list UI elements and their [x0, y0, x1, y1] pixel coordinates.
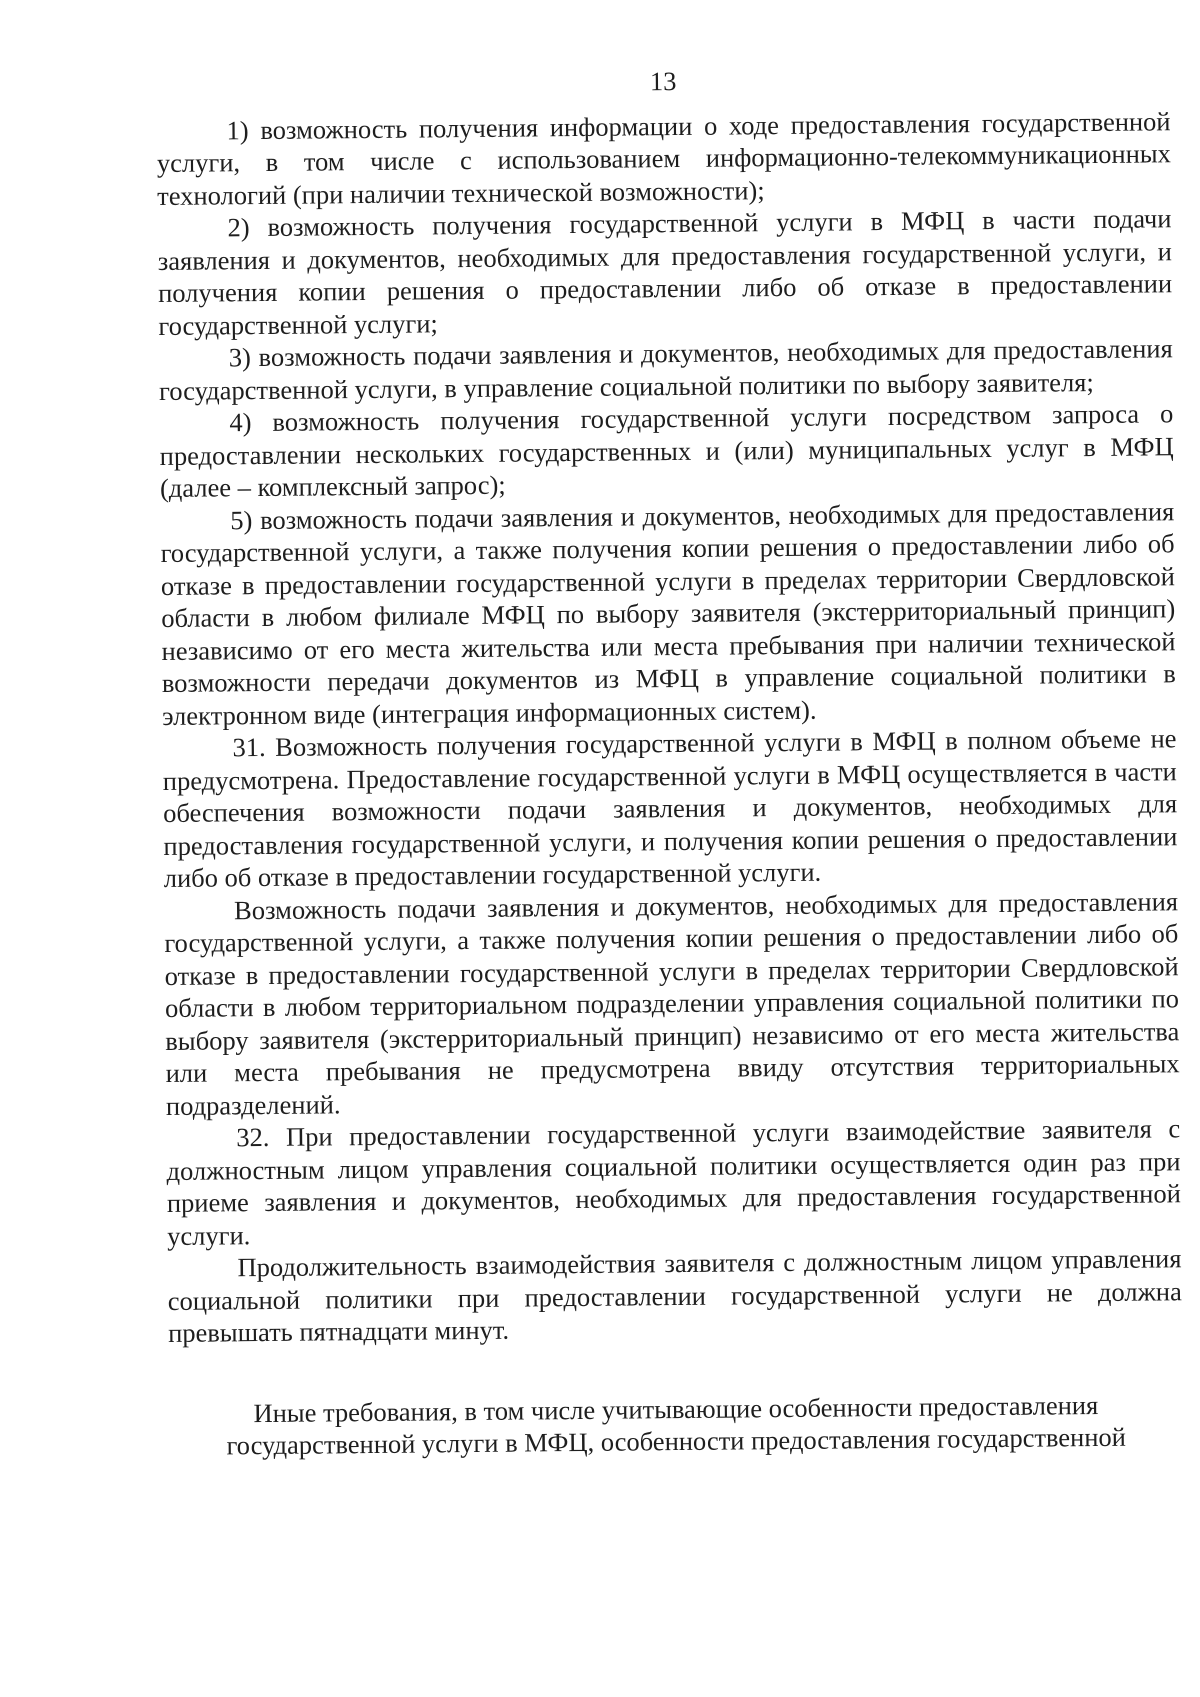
paragraph-item-4: 4) возможность получения государственной услуги посредством запроса о предоставлении нескольких государственных и (или) муниципальных услуг в МФЦ (далее – комплексный запрос);: [159, 398, 1174, 503]
paragraph-item-2: 2) возможность получения государственной услуги в МФЦ в части подачи заявления и документов, необходимых для предоставления государственной услуги, и получения копии решения о предоставлении либо об отказе в предоставлении государственной услуги;: [157, 203, 1173, 341]
page-number: 13: [649, 66, 677, 97]
paragraph-item-3: 3) возможность подачи заявления и документов, необходимых для предоставления государственной услуги, в управление социальной политики по выбору заявителя;: [158, 333, 1173, 406]
document-body: [156, 60, 1183, 1462]
paragraph-item-5: 5) возможность подачи заявления и документов, необходимых для предоставления государственной услуги, а также получения копии решения о предоставлении либо об отказе в предоставлении государственной услуги в пределах территории Свердловской области в любом филиале МФЦ по выбору заявителя (экстерриториальный принцип) независимо от его места жительства или места пребывания при наличии технической возможности передачи документов из МФЦ в управление социальной политики в электронном виде (интеграция информационных систем).: [160, 495, 1176, 731]
paragraph-31: 31. Возможность получения государственной услуги в МФЦ в полном объеме не предусмотрена. Предоставление государственной услуги в МФЦ осуществляется в части обеспечения возможности подачи заявления и документов, необходимых для предоставления государственной услуги, и получения копии решения о предоставлении либо об отказе в предоставлении государственной услуги.: [162, 723, 1178, 893]
paragraph-item-1: 1) возможность получения информации о ходе предоставления государственной услуги, в том числе с использованием информационно-телекоммуникационных технологий (при наличии технической возможности);: [156, 105, 1171, 211]
section-heading: [169, 1388, 1184, 1463]
section-heading-line-2: государственной услуги в МФЦ, особенности предоставления государственной: [226, 1421, 1127, 1461]
paragraph-32: 32. При предоставлении государственной услуги взаимодействие заявителя с должностным лицом управления социальной политики осуществляется один раз при приеме заявления и документов, необходимых для предоставления государственной услуги.: [166, 1113, 1181, 1251]
paragraph-32-continued: Продолжительность взаимодействия заявителя с должностным лицом управления социальной политики при предоставлении государственной услуги не должна превышать пятнадцати минут.: [167, 1243, 1182, 1348]
paragraph-31-continued: Возможность подачи заявления и документов, необходимых для предоставления государственной услуги, а также получения копии решения о предоставлении либо об отказе в предоставлении государственной услуги в пределах территории Свердловской области в любом территориальном подразделении управления социальной политики по выбору заявителя (экстерриториальный принцип) независимо от его места жительства или места пребывания не предусмотрена ввиду отсутствия территориальных подразделений.: [164, 885, 1180, 1121]
section-heading-line-1: Иные требования, в том числе учитывающие особенности предоставления: [253, 1389, 1099, 1428]
